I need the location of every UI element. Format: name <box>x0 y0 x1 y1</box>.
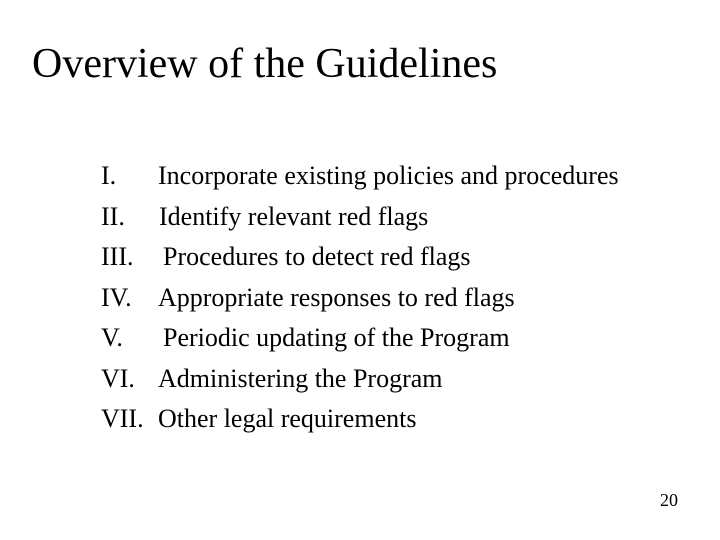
guideline-numeral: III. <box>101 242 134 271</box>
page-number: 20 <box>660 490 678 510</box>
guideline-text: Periodic updating of the Program <box>163 323 510 352</box>
guideline-text: Incorporate existing policies and procedures <box>158 161 619 190</box>
guideline-numeral: IV. <box>101 282 132 312</box>
guideline-text: Other legal requirements <box>158 404 417 433</box>
guideline-text: Administering the Program <box>158 363 443 393</box>
guideline-numeral: VI. <box>101 363 135 393</box>
guideline-text: Procedures to detect red flags <box>163 242 471 271</box>
guideline-numeral: II. <box>101 201 125 231</box>
guideline-numeral: VII. <box>101 404 144 433</box>
guideline-text: Identify relevant red flags <box>159 201 429 231</box>
slide-title: Overview of the Guidelines <box>32 41 498 87</box>
guideline-numeral: V. <box>101 323 123 352</box>
guideline-numeral: I. <box>101 161 117 190</box>
guideline-text: Appropriate responses to red flags <box>158 282 515 312</box>
